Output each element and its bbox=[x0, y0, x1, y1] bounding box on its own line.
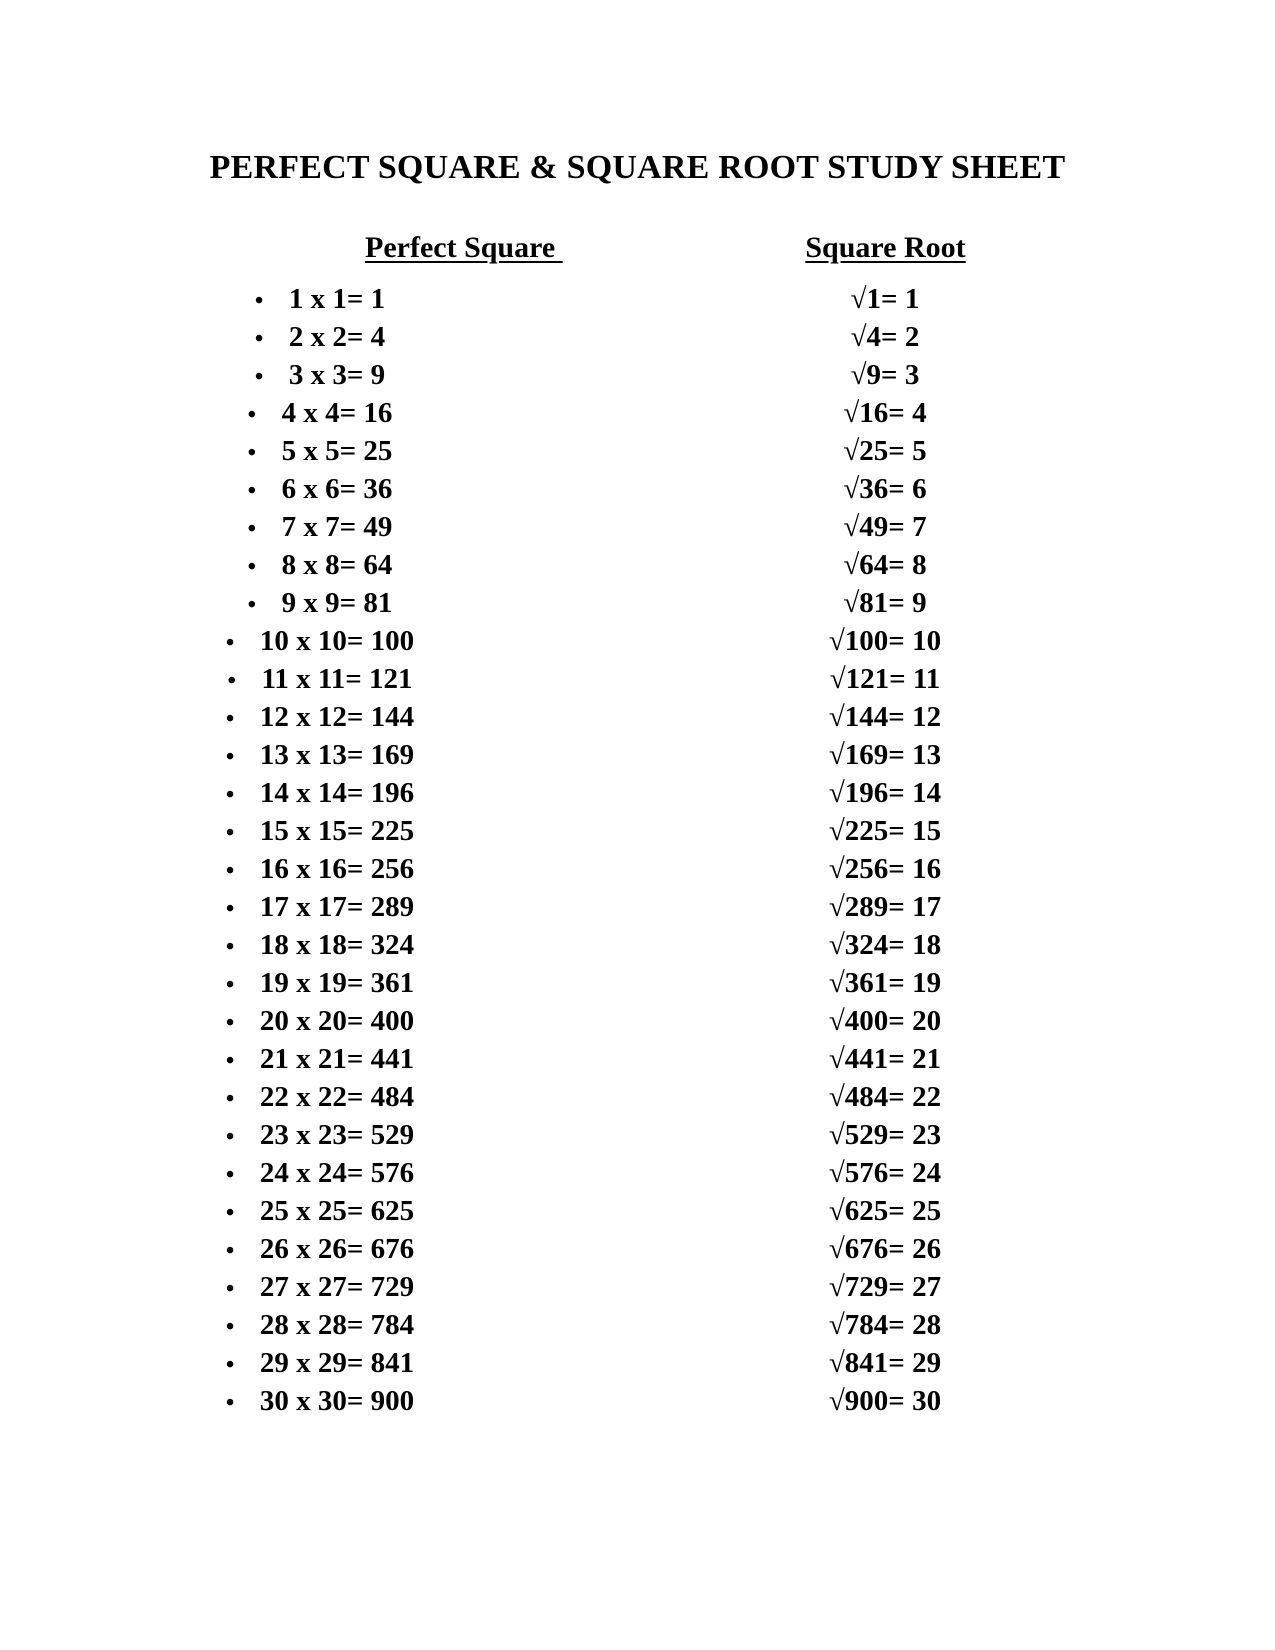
perfect-square-text: 29 x 29= 841 bbox=[259, 1347, 415, 1379]
square-root-text: √4= 2 bbox=[850, 321, 920, 353]
square-root-text: √25= 5 bbox=[843, 435, 927, 467]
perfect-square-text: 3 x 3= 9 bbox=[288, 359, 386, 391]
square-root-text: √144= 12 bbox=[828, 701, 942, 733]
bullet-icon: • bbox=[225, 1390, 235, 1416]
perfect-square-text: 11 x 11= 121 bbox=[261, 663, 413, 695]
perfect-square-heading: Perfect Square bbox=[365, 231, 563, 264]
square-root-text: √400= 20 bbox=[828, 1005, 942, 1037]
square-root-text: √49= 7 bbox=[843, 511, 927, 543]
list-item bbox=[0, 850, 640, 888]
bullet-icon: • bbox=[225, 1010, 235, 1036]
list-item bbox=[0, 1002, 640, 1040]
list-item bbox=[0, 1344, 640, 1382]
square-root-text: √121= 11 bbox=[829, 663, 941, 695]
perfect-square-text: 27 x 27= 729 bbox=[259, 1271, 415, 1303]
perfect-square-text: 19 x 19= 361 bbox=[259, 967, 415, 999]
bullet-icon: • bbox=[225, 820, 235, 846]
bullet-icon: • bbox=[225, 858, 235, 884]
list-item bbox=[0, 660, 640, 698]
square-root-text: √81= 9 bbox=[843, 587, 927, 619]
bullet-icon: • bbox=[225, 1352, 235, 1378]
list-item bbox=[0, 964, 640, 1002]
bullet-icon: • bbox=[225, 896, 235, 922]
list-item bbox=[0, 926, 640, 964]
list-item bbox=[0, 1116, 640, 1154]
list-item bbox=[0, 1306, 640, 1344]
square-root-text: √100= 10 bbox=[828, 625, 942, 657]
bullet-icon: • bbox=[227, 668, 236, 694]
list-item bbox=[0, 394, 640, 432]
square-root-text: √529= 23 bbox=[828, 1119, 942, 1151]
square-root-text: √784= 28 bbox=[828, 1309, 942, 1341]
square-root-text: √9= 3 bbox=[850, 359, 920, 391]
square-root-text: √1= 1 bbox=[850, 283, 920, 315]
list-item bbox=[0, 1268, 640, 1306]
list-item bbox=[0, 1040, 640, 1078]
square-root-text: √900= 30 bbox=[828, 1385, 942, 1417]
square-root-text: √16= 4 bbox=[843, 397, 927, 429]
perfect-square-text: 9 x 9= 81 bbox=[281, 587, 393, 619]
bullet-icon: • bbox=[247, 592, 257, 618]
list-item bbox=[0, 508, 640, 546]
perfect-square-text: 21 x 21= 441 bbox=[259, 1043, 415, 1075]
bullet-icon: • bbox=[247, 516, 257, 542]
square-root-text: √169= 13 bbox=[828, 739, 942, 771]
list-item bbox=[0, 546, 640, 584]
list-item bbox=[0, 888, 640, 926]
square-root-text: √676= 26 bbox=[828, 1233, 942, 1265]
perfect-square-text: 2 x 2= 4 bbox=[288, 321, 386, 353]
perfect-square-text: 20 x 20= 400 bbox=[259, 1005, 415, 1037]
list-item bbox=[0, 584, 640, 622]
list-item bbox=[0, 698, 640, 736]
bullet-icon: • bbox=[247, 478, 257, 504]
perfect-square-text: 5 x 5= 25 bbox=[281, 435, 393, 467]
bullet-icon: • bbox=[254, 364, 264, 390]
square-root-text: √196= 14 bbox=[828, 777, 942, 809]
perfect-square-text: 8 x 8= 64 bbox=[281, 549, 393, 581]
bullet-icon: • bbox=[254, 326, 264, 352]
bullet-icon: • bbox=[247, 402, 257, 428]
list-item bbox=[0, 470, 640, 508]
bullet-icon: • bbox=[254, 288, 264, 314]
square-root-text: √841= 29 bbox=[828, 1347, 942, 1379]
list-item bbox=[0, 812, 640, 850]
square-root-text: √64= 8 bbox=[843, 549, 927, 581]
bullet-icon: • bbox=[225, 1048, 235, 1074]
list-item bbox=[0, 1382, 640, 1420]
square-root-text: √484= 22 bbox=[828, 1081, 942, 1113]
bullet-icon: • bbox=[225, 1200, 235, 1226]
list-item bbox=[0, 1230, 640, 1268]
square-root-heading: Square Root bbox=[805, 231, 966, 264]
list-item bbox=[0, 1154, 640, 1192]
square-root-text: √324= 18 bbox=[828, 929, 942, 961]
bullet-icon: • bbox=[225, 706, 235, 732]
list-item bbox=[0, 280, 640, 318]
perfect-square-text: 7 x 7= 49 bbox=[281, 511, 393, 543]
square-root-text: √361= 19 bbox=[828, 967, 942, 999]
list-item bbox=[0, 736, 640, 774]
perfect-square-list bbox=[0, 280, 640, 1420]
square-root-text: √576= 24 bbox=[828, 1157, 942, 1189]
bullet-icon: • bbox=[225, 744, 235, 770]
perfect-square-text: 23 x 23= 529 bbox=[259, 1119, 415, 1151]
bullet-icon: • bbox=[225, 1238, 235, 1264]
perfect-square-text: 1 x 1= 1 bbox=[288, 283, 386, 315]
square-root-text: √36= 6 bbox=[843, 473, 927, 505]
bullet-icon: • bbox=[225, 972, 235, 998]
bullet-icon: • bbox=[225, 1086, 235, 1112]
page-title: PERFECT SQUARE & SQUARE ROOT STUDY SHEET bbox=[209, 149, 1066, 186]
list-item bbox=[0, 1192, 640, 1230]
bullet-icon: • bbox=[225, 630, 235, 656]
perfect-square-text: 15 x 15= 225 bbox=[259, 815, 415, 847]
list-item bbox=[0, 318, 640, 356]
bullet-icon: • bbox=[225, 782, 235, 808]
square-root-text: √256= 16 bbox=[828, 853, 942, 885]
perfect-square-text: 26 x 26= 676 bbox=[259, 1233, 415, 1265]
bullet-icon: • bbox=[247, 440, 257, 466]
list-item bbox=[0, 356, 640, 394]
perfect-square-text: 12 x 12= 144 bbox=[259, 701, 415, 733]
list-item bbox=[0, 1078, 640, 1116]
list-item bbox=[0, 622, 640, 660]
perfect-square-text: 25 x 25= 625 bbox=[259, 1195, 415, 1227]
bullet-icon: • bbox=[225, 1162, 235, 1188]
perfect-square-text: 4 x 4= 16 bbox=[281, 397, 393, 429]
perfect-square-text: 6 x 6= 36 bbox=[281, 473, 393, 505]
perfect-square-text: 13 x 13= 169 bbox=[259, 739, 415, 771]
bullet-icon: • bbox=[225, 1124, 235, 1150]
perfect-square-text: 22 x 22= 484 bbox=[259, 1081, 415, 1113]
perfect-square-text: 18 x 18= 324 bbox=[259, 929, 415, 961]
bullet-icon: • bbox=[225, 1276, 235, 1302]
square-root-text: √225= 15 bbox=[828, 815, 942, 847]
square-root-text: √441= 21 bbox=[828, 1043, 942, 1075]
perfect-square-text: 17 x 17= 289 bbox=[259, 891, 415, 923]
perfect-square-text: 28 x 28= 784 bbox=[259, 1309, 415, 1341]
list-item bbox=[0, 432, 640, 470]
square-root-text: √289= 17 bbox=[828, 891, 942, 923]
square-root-text: √625= 25 bbox=[828, 1195, 942, 1227]
perfect-square-text: 14 x 14= 196 bbox=[259, 777, 415, 809]
perfect-square-text: 30 x 30= 900 bbox=[259, 1385, 415, 1417]
bullet-icon: • bbox=[225, 934, 235, 960]
square-root-list bbox=[780, 280, 990, 1420]
perfect-square-text: 24 x 24= 576 bbox=[259, 1157, 415, 1189]
perfect-square-text: 16 x 16= 256 bbox=[259, 853, 415, 885]
square-root-text: √729= 27 bbox=[828, 1271, 942, 1303]
bullet-icon: • bbox=[247, 554, 257, 580]
bullet-icon: • bbox=[225, 1314, 235, 1340]
perfect-square-text: 10 x 10= 100 bbox=[259, 625, 415, 657]
list-item bbox=[0, 774, 640, 812]
